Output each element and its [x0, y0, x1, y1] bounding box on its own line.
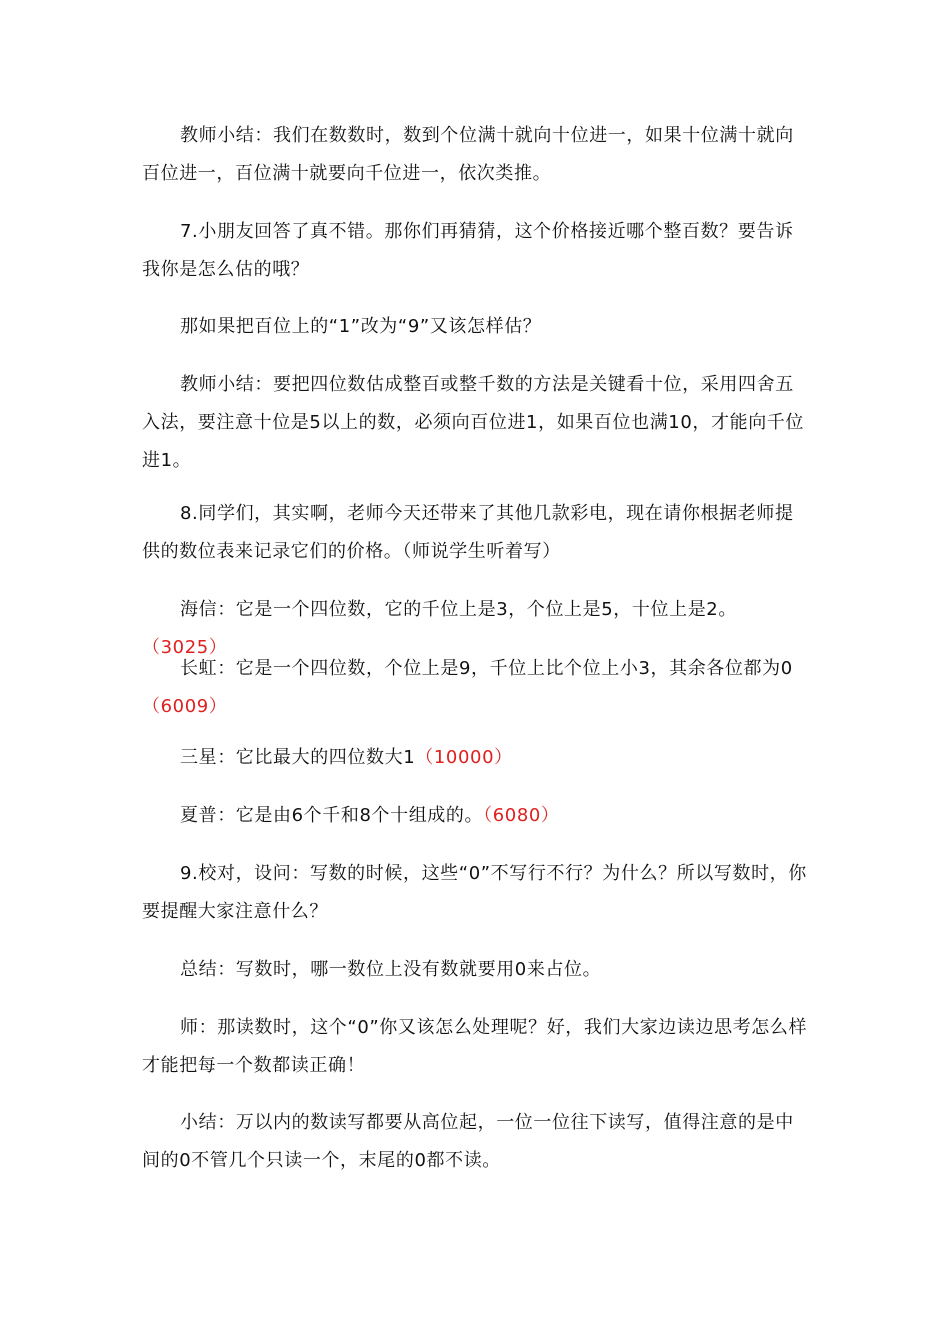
paragraph-summary-writing — [142, 951, 808, 989]
paragraph-teacher-summary-estimation — [142, 366, 808, 480]
paragraph-estimate-question — [142, 308, 808, 346]
paragraph-question-9 — [142, 855, 808, 931]
paragraph-changhong — [142, 650, 808, 726]
paragraph-text: 三星：它比最大的四位数大1 — [180, 747, 416, 768]
paragraph-text: 小结：万以内的数读写都要从高位起，一位一位往下读写，值得注意的是中间的0不管几个只读一个，末尾的0都不读。 — [142, 1112, 794, 1171]
paragraph-text: 海信：它是一个四位数，它的千位上是3，个位上是5，十位上是2。 — [180, 599, 737, 620]
paragraph-summary-reading — [142, 1104, 808, 1180]
paragraph-samsung — [142, 739, 808, 777]
paragraph-question-7 — [142, 213, 808, 289]
paragraph-text: 那如果把百位上的“1”改为“9”又该怎样估？ — [180, 316, 542, 337]
paragraph-text: 9.校对，设问：写数的时候，这些“0”不写行不行？为什么？所以写数时，你要提醒大家注意什么？ — [142, 863, 807, 922]
paragraph-text: 长虹：它是一个四位数，个位上是9，千位上比个位上小3，其余各位都为0 — [180, 658, 793, 679]
answer-text: （6009） — [142, 696, 228, 717]
paragraph-text: 教师小结：要把四位数估成整百或整千数的方法是关键看十位，采用四舍五入法，要注意十位是5以上的数，必须向百位进1，如果百位也满10，才能向千位进1。 — [142, 374, 805, 471]
paragraph-text: 7.小朋友回答了真不错。那你们再猜猜，这个价格接近哪个整百数？要告诉我你是怎么估的哦？ — [142, 221, 794, 280]
paragraph-teacher-summary-counting — [142, 117, 808, 193]
answer-text: （3025） — [142, 637, 228, 658]
paragraph-text: 8.同学们，其实啊，老师今天还带来了其他几款彩电，现在请你根据老师提供的数位表来记录它们的价格。（师说学生听着写） — [142, 503, 794, 562]
answer-text: （6080） — [483, 805, 560, 826]
paragraph-teacher-reading — [142, 1009, 808, 1085]
paragraph-question-8 — [142, 495, 808, 571]
paragraph-text: 夏普：它是由6个千和8个十组成的。 — [180, 805, 484, 826]
paragraph-sharp — [142, 797, 808, 835]
paragraph-text: 师：那读数时，这个“0”你又该怎么处理呢？好，我们大家边读边思考怎么样才能把每一个数都读正确！ — [142, 1017, 808, 1076]
paragraph-text: 教师小结：我们在数数时，数到个位满十就向十位进一，如果十位满十就向百位进一，百位满十就要向千位进一，依次类推。 — [142, 125, 794, 184]
answer-text: （10000） — [415, 747, 513, 768]
paragraph-text: 总结：写数时，哪一数位上没有数就要用0来占位。 — [180, 959, 602, 980]
